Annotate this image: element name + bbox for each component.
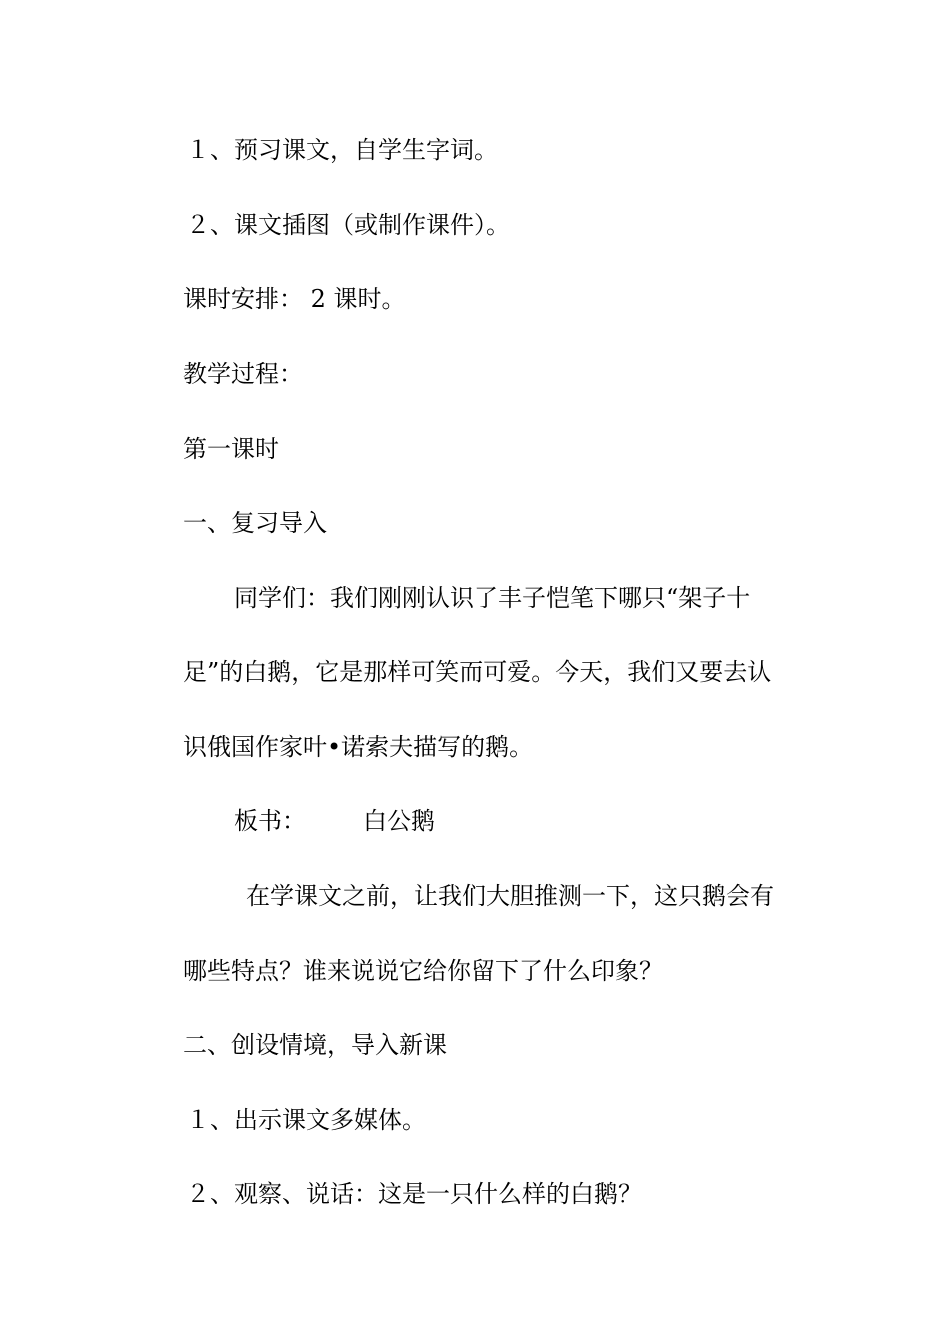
situation-item-1: １、出示课文多媒体。 bbox=[186, 1106, 426, 1134]
prep-item-1: １、预习课文，自学生字词。 bbox=[186, 136, 498, 164]
paragraph-intro-line-3: 识俄国作家叶•诺索夫描写的鹅。 bbox=[183, 733, 534, 761]
teaching-process-heading: 教学过程： bbox=[183, 360, 303, 388]
situation-item-2: ２、观察、说话：这是一只什么样的白鹅？ bbox=[186, 1180, 642, 1208]
paragraph-guess-line-2: 哪些特点？谁来说说它给你留下了什么印象？ bbox=[183, 957, 663, 985]
first-lesson-heading: 第一课时 bbox=[183, 435, 279, 463]
section-situation-heading: 二、创设情境，导入新课 bbox=[183, 1031, 447, 1059]
paragraph-intro-line-2: 足”的白鹅，它是那样可笑而可爱。今天，我们又要去认 bbox=[183, 658, 772, 686]
paragraph-guess-line-1: 在学课文之前，让我们大胆推测一下，这只鹅会有 bbox=[246, 882, 774, 910]
paragraph-intro-line-1: 同学们：我们刚刚认识了丰子恺笔下哪只“架子十 bbox=[234, 584, 751, 612]
section-review-heading: 一、复习导入 bbox=[183, 509, 327, 537]
prep-item-2: ２、课文插图（或制作课件）。 bbox=[186, 211, 510, 239]
board-value: 白公鹅 bbox=[363, 807, 435, 835]
board-label: 板书： bbox=[234, 807, 306, 835]
lesson-schedule: 课时安排： 2 课时。 bbox=[183, 285, 406, 313]
